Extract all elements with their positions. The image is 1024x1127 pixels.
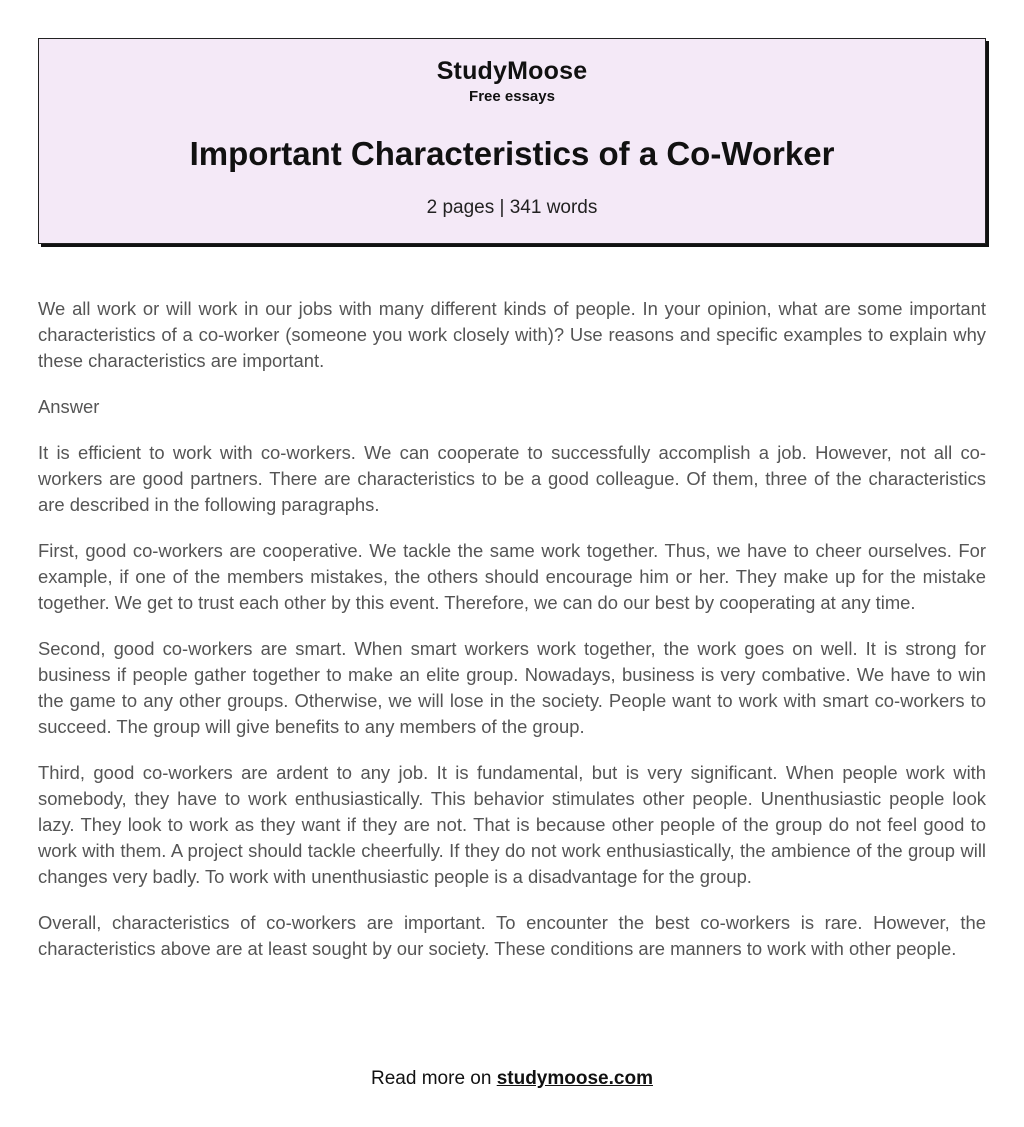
paragraph: Overall, characteristics of co-workers are important. To encounter the best co-workers is rare. However, the characteristics above are at least sought by our society. These conditions are manners to work with other people. bbox=[38, 912, 986, 959]
essay-header bbox=[38, 38, 986, 244]
essay-body bbox=[38, 296, 986, 982]
paragraph: First, good co-workers are cooperative. We tackle the same work together. Thus, we have to cheer ourselves. For example, if one of the members mistakes, the others should encourage him or her. They make up for the mistake together. We get to trust each other by this event. Therefore, we can do our best by cooperating at any time. bbox=[38, 540, 986, 613]
page-title: Important Characteristics of a Co-Worker bbox=[189, 135, 835, 172]
brand-logo: StudyMoose bbox=[436, 57, 588, 85]
studymoose-link[interactable]: studymoose.com bbox=[496, 1068, 653, 1089]
essay-meta: 2 pages | 341 words bbox=[426, 197, 598, 218]
paragraph: Third, good co-workers are ardent to any job. It is fundamental, but is very significant. When people work with somebody, they have to work enthusiastically. This behavior stimulates other people. Unenthusiastic people look lazy. They look to work as they want if they are not. That is because other people of the group do not feel good to work with them. A project should tackle cheerfully. If they do not work enthusiastically, the ambience of the group will changes very badly. To work with unenthusiastic people is a disadvantage for the group. bbox=[38, 762, 986, 887]
brand-tagline: Free essays bbox=[469, 88, 555, 105]
read-more bbox=[0, 1068, 1024, 1090]
paragraph: We all work or will work in our jobs with many different kinds of people. In your opinion, what are some important characteristics of a co-worker (someone you work closely with)? Use reasons and specific examples to explain why these characteristics are important. bbox=[38, 298, 986, 371]
read-more-label: Read more on bbox=[371, 1068, 497, 1089]
paragraph: Answer bbox=[38, 396, 100, 417]
paragraph: Second, good co-workers are smart. When smart workers work together, the work goes on well. It is strong for business if people gather together to make an elite group. Nowadays, business is very combative. We have to win the game to any other groups. Otherwise, we will lose in the society. People want to work with smart co-workers to succeed. The group will give benefits to any members of the group. bbox=[38, 638, 986, 737]
paragraph: It is efficient to work with co-workers. We can cooperate to successfully accomplish a job. However, not all co-workers are good partners. There are characteristics to be a good colleague. Of them, three of the characteristics are described in the following paragraphs. bbox=[38, 442, 986, 515]
